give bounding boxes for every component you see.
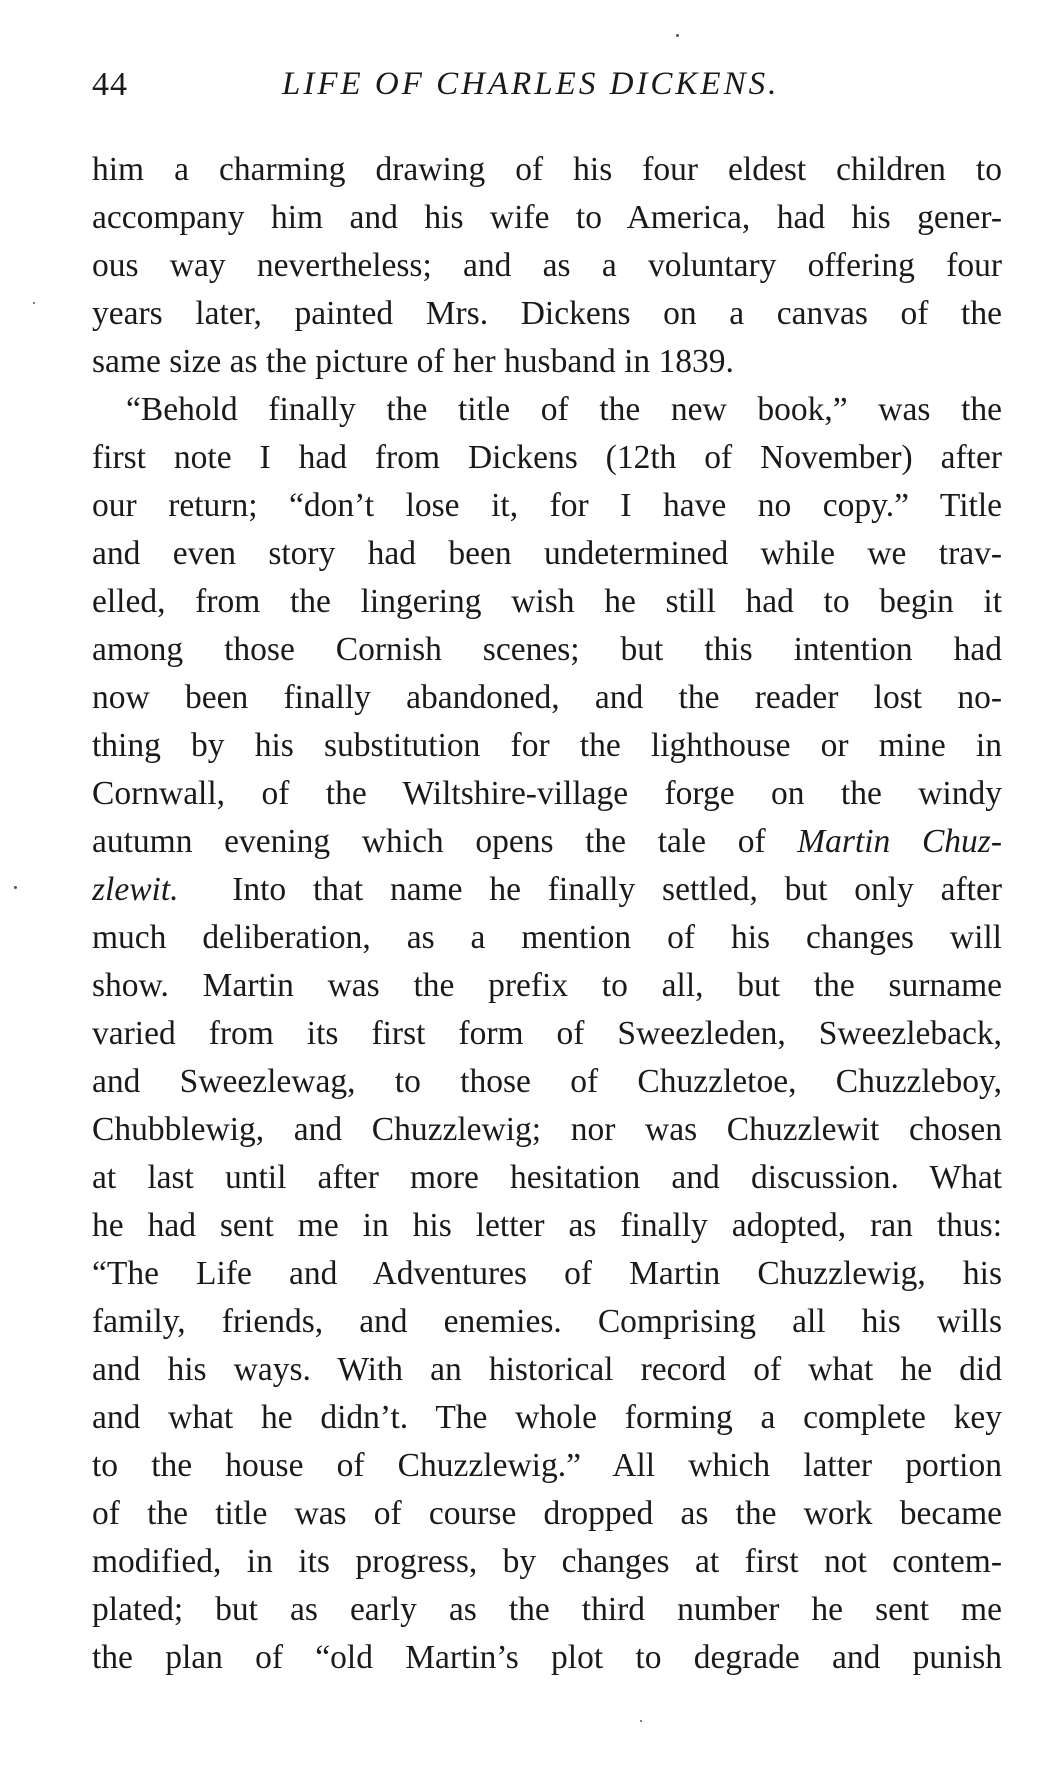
text-line: and even story had been undetermined while we trav- (92, 535, 1002, 572)
text-line: varied from its first form of Sweezleden, Sweezleback, (92, 1015, 1002, 1052)
text-line: much deliberation, as a mention of his changes will (92, 919, 1002, 956)
text-line: same size as the picture of her husband in 1839. (92, 343, 734, 380)
text-line: plated; but as early as the third number he sent me (92, 1591, 1002, 1628)
scan-speck (33, 302, 35, 304)
text-line: now been finally abandoned, and the reader lost no- (92, 679, 1002, 716)
book-title-italic: Martin Chuz- (797, 823, 1002, 860)
text-line: him a charming drawing of his four eldest children to (92, 151, 1002, 188)
page-number: 44 (92, 66, 128, 103)
text-line: among those Cornish scenes; but this intention had (92, 631, 1002, 668)
text-line: thing by his substitution for the lighthouse or mine in (92, 727, 1002, 764)
scan-speck (676, 34, 679, 37)
text-line: elled, from the lingering wish he still had to begin it (92, 583, 1002, 620)
text-line: of the title was of course dropped as the work became (92, 1495, 1002, 1532)
text-line: years later, painted Mrs. Dickens on a canvas of the (92, 295, 1002, 332)
line-text: Into that name he finally settled, but only after (232, 871, 1002, 908)
text-line: modified, in its progress, by changes at first not contem- (92, 1543, 1002, 1580)
scan-speck (640, 1720, 642, 1722)
text-line: first note I had from Dickens (12th of November) after (92, 439, 1002, 476)
text-line: family, friends, and enemies. Comprising all his wills (92, 1303, 1002, 1340)
text-line: our return; “don’t lose it, for I have no copy.” Title (92, 487, 1002, 524)
running-head: LIFE OF CHARLES DICKENS. (282, 66, 780, 102)
book-title-italic: zlewit. (92, 871, 179, 908)
body-text (92, 146, 1002, 1682)
text-line: and what he didn’t. The whole forming a complete key (92, 1399, 1002, 1436)
text-line: show. Martin was the prefix to all, but the surname (92, 967, 1002, 1004)
scan-speck (14, 886, 17, 889)
text-line: “The Life and Adventures of Martin Chuzzlewig, his (92, 1255, 1002, 1292)
text-line: the plan of “old Martin’s plot to degrade and punish (92, 1639, 1002, 1676)
text-line: at last until after more hesitation and discussion. What (92, 1159, 1002, 1196)
text-line: accompany him and his wife to America, had his gener- (92, 199, 1002, 236)
text-line: and Sweezlewag, to those of Chuzzletoe, Chuzzleboy, (92, 1063, 1002, 1100)
page-header (92, 62, 1012, 112)
text-line: he had sent me in his letter as finally adopted, ran thus: (92, 1207, 1002, 1244)
text-line: and his ways. With an historical record of what he did (92, 1351, 1002, 1388)
text-line: Chubblewig, and Chuzzlewig; nor was Chuzzlewit chosen (92, 1111, 1002, 1148)
text-line-with-title (92, 818, 1002, 866)
line-text: autumn evening which opens the tale of (92, 823, 766, 860)
text-line: to the house of Chuzzlewig.” All which latter portion (92, 1447, 1002, 1484)
text-line-with-title (92, 866, 1002, 914)
text-line: Cornwall, of the Wiltshire-village forge on the windy (92, 775, 1002, 812)
text-line: ous way nevertheless; and as a voluntary offering four (92, 247, 1002, 284)
paragraph-start-line: “Behold finally the title of the new book,” was the (126, 391, 1002, 428)
